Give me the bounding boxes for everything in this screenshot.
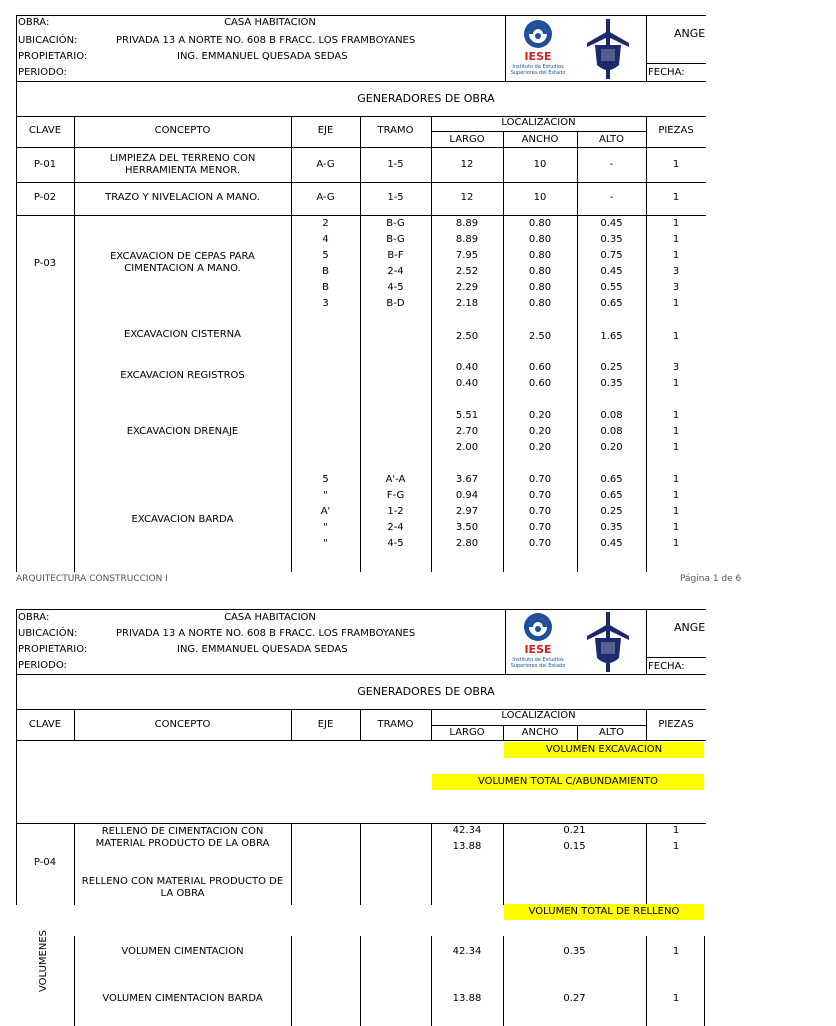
cell-eje: 5 [322, 474, 329, 485]
fecha-label: FECHA: [648, 661, 685, 672]
cell-alto: 0.35 [600, 234, 623, 245]
propietario-label: PROPIETARIO: [18, 51, 88, 62]
cell-largo: 5.51 [455, 410, 479, 421]
propietario-label: PROPIETARIO: [18, 644, 88, 655]
p02-alto: - [609, 192, 614, 203]
rule [291, 823, 292, 905]
rule [16, 740, 706, 741]
cell-ancho: 0.20 [528, 442, 552, 453]
cell-piezas: 3 [672, 266, 680, 277]
p02-clave: P-02 [33, 192, 57, 203]
rule [646, 15, 647, 81]
p04-concepto-a2: MATERIAL PRODUCTO DE LA OBRA [95, 838, 270, 849]
cell-alto: 0.65 [600, 298, 623, 309]
volumenes-label: VOLUMENES [38, 929, 49, 992]
rule [16, 182, 706, 183]
col-localizacion: LOCALIZACION [501, 710, 576, 721]
cell-largo: 8.89 [455, 234, 479, 245]
p04-clave: P-04 [33, 857, 57, 868]
volumen-total-abundamiento-label: VOLUMEN TOTAL C/ABUNDAMIENTO [477, 776, 658, 787]
p02-concepto: TRAZO Y NIVELACION A MANO. [105, 192, 260, 203]
cell-alto: 0.20 [600, 442, 623, 453]
cell-tramo: A'-A [385, 474, 406, 485]
cell-piezas: 1 [672, 218, 680, 229]
cell-tramo: B-D [386, 298, 405, 309]
iese-logo-subtitle-1: Instituto de Estudios [512, 64, 564, 70]
cisterna-ancho: 2.50 [528, 331, 552, 342]
col-tramo: TRAMO [377, 125, 414, 136]
iese-logo-subtitle-2: Superiores del Estado [510, 70, 566, 76]
obra-label: OBRA: [18, 17, 50, 28]
cell-largo: 3.67 [455, 474, 479, 485]
iese-logo-text: IESE [524, 50, 552, 63]
col-tramo: TRAMO [377, 719, 414, 730]
p01-piezas: 1 [672, 159, 680, 170]
col-alto: ALTO [598, 134, 624, 145]
col-eje: EJE [317, 125, 334, 136]
crest-icon [583, 17, 633, 81]
cell-largo: 0.40 [455, 362, 479, 373]
cell-ancho: 0.80 [528, 298, 552, 309]
volumen-excavacion-label: VOLUMEN EXCAVACION [545, 744, 663, 755]
cell-piezas: 1 [672, 841, 680, 852]
cell-alto: 0.75 [600, 250, 623, 261]
cisterna-largo: 2.50 [455, 331, 479, 342]
cell-eje: 5 [322, 250, 329, 261]
vol-cimentacion-piezas: 1 [672, 946, 680, 957]
obra-label: OBRA: [18, 612, 50, 623]
cell-largo: 42.34 [452, 825, 482, 836]
obra-value: CASA HABITACION [224, 612, 316, 623]
volumen-excavacion-highlight [504, 742, 704, 758]
header-right-text: ANGE [674, 27, 706, 40]
cell-eje: 2 [322, 218, 329, 229]
cell-tramo: 1-2 [387, 506, 404, 517]
cell-ancho: 0.70 [528, 474, 552, 485]
cell-tramo: 2-4 [387, 266, 404, 277]
p03-clave: P-03 [33, 258, 57, 269]
ubicacion-value: PRIVADA 13 A NORTE NO. 608 B FRACC. LOS FRAMBOYANES [116, 628, 416, 639]
cell-alto: 0.65 [600, 474, 623, 485]
vol-barda-concepto: VOLUMEN CIMENTACION BARDA [102, 993, 263, 1004]
cell-piezas: 1 [672, 298, 680, 309]
col-ancho: ANCHO [521, 134, 559, 145]
cell-eje: B [322, 266, 329, 277]
p01-concepto-2: HERRAMIENTA MENOR. [125, 165, 240, 176]
cisterna-concepto: EXCAVACION CISTERNA [124, 329, 241, 340]
p04-concepto-b2: LA OBRA [160, 888, 205, 899]
iese-emblem-icon [511, 18, 565, 52]
rule [16, 147, 706, 148]
cell-eje: " [323, 490, 328, 501]
cell-alto: 0.08 [600, 410, 623, 421]
cell-tramo: 2-4 [387, 522, 404, 533]
iese-logo [511, 611, 565, 671]
cell-ancho: 0.80 [528, 234, 552, 245]
cell-piezas: 1 [672, 825, 680, 836]
p03-concepto-1: EXCAVACION DE CEPAS PARA [110, 251, 255, 262]
cell-piezas: 1 [672, 538, 680, 549]
cell-largo: 3.50 [455, 522, 479, 533]
periodo-label: PERIODO: [18, 660, 67, 671]
cell-piezas: 3 [672, 362, 680, 373]
obra-value: CASA HABITACION [224, 17, 316, 28]
cell-piezas: 1 [672, 442, 680, 453]
cell-piezas: 1 [672, 522, 680, 533]
cell-alto: 0.35 [600, 522, 623, 533]
rule [505, 15, 506, 81]
col-ancho: ANCHO [521, 727, 559, 738]
cell-largo: 2.29 [455, 282, 479, 293]
vol-barda-largo: 13.88 [452, 993, 482, 1004]
cell-largo: 2.52 [455, 266, 479, 277]
cell-ancho: 0.80 [528, 218, 552, 229]
cell-tramo: F-G [386, 490, 405, 501]
rule [505, 609, 506, 674]
p04-concepto-a1: RELLENO DE CIMENTACION CON [101, 826, 264, 837]
header-right-text: ANGE [674, 621, 706, 634]
cell-largo: 2.00 [455, 442, 479, 453]
p01-clave: P-01 [33, 159, 57, 170]
rule [431, 131, 646, 132]
cell-alto: 0.35 [600, 378, 623, 389]
cell-ancho: 0.70 [528, 490, 552, 501]
cell-largo: 0.94 [455, 490, 479, 501]
ubicacion-label: UBICACIÓN: [18, 628, 78, 639]
fecha-label: FECHA: [648, 67, 685, 78]
rule [360, 936, 361, 1026]
cell-eje: 3 [322, 298, 329, 309]
cell-alto: 0.08 [600, 426, 623, 437]
cell-eje: B [322, 282, 329, 293]
col-alto: ALTO [598, 727, 624, 738]
rule [431, 116, 432, 572]
rule [431, 725, 646, 726]
volumen-total-relleno-highlight [504, 904, 704, 920]
registros-concepto: EXCAVACION REGISTROS [120, 370, 245, 381]
col-piezas: PIEZAS [658, 125, 694, 136]
cell-alto: 0.25 [600, 506, 623, 517]
cell-piezas: 1 [672, 250, 680, 261]
page-footer-left: ARQUITECTURA CONSTRUCCION I [16, 574, 168, 584]
rule [360, 116, 361, 572]
crest-icon [583, 610, 633, 674]
rule [646, 609, 647, 674]
col-clave: CLAVE [28, 719, 62, 730]
cell-largo: 2.80 [455, 538, 479, 549]
p02-ancho: 10 [533, 192, 547, 203]
p04-concepto-b1: RELLENO CON MATERIAL PRODUCTO DE [81, 876, 284, 887]
rule [291, 936, 292, 1026]
propietario-value: ING. EMMANUEL QUESADA SEDAS [177, 51, 348, 62]
cell-largo: 0.40 [455, 378, 479, 389]
cell-ancho: 0.80 [528, 266, 552, 277]
rule [74, 116, 75, 572]
p02-largo: 12 [460, 192, 474, 203]
periodo-label: PERIODO: [18, 67, 67, 78]
col-clave: CLAVE [28, 125, 62, 136]
rule [646, 657, 706, 658]
cell-piezas: 1 [672, 426, 680, 437]
cell-eje: " [323, 522, 328, 533]
p01-tramo: 1-5 [387, 159, 404, 170]
cell-eje: 4 [322, 234, 329, 245]
cell-ancho: 0.15 [563, 841, 586, 852]
rule [360, 823, 361, 905]
cell-largo: 13.88 [452, 841, 482, 852]
vol-cimentacion-concepto: VOLUMEN CIMENTACION [121, 946, 244, 957]
cell-ancho: 0.20 [528, 426, 552, 437]
rule [16, 823, 706, 824]
cell-largo: 2.70 [455, 426, 479, 437]
cell-ancho: 0.70 [528, 506, 552, 517]
col-piezas: PIEZAS [658, 719, 694, 730]
iese-logo-subtitle-2: Superiores del Estado [510, 663, 566, 669]
cell-piezas: 1 [672, 378, 680, 389]
cell-largo: 2.97 [455, 506, 479, 517]
cell-tramo: B-G [386, 218, 405, 229]
vol-cimentacion-ancho: 0.35 [563, 946, 586, 957]
p02-eje: A-G [316, 192, 335, 203]
barda-concepto: EXCAVACION BARDA [131, 514, 234, 525]
cell-ancho: 0.80 [528, 250, 552, 261]
rule [16, 215, 706, 216]
cisterna-piezas: 1 [672, 331, 680, 342]
cell-tramo: B-G [386, 234, 405, 245]
cell-piezas: 1 [672, 490, 680, 501]
cell-ancho: 0.20 [528, 410, 552, 421]
cell-piezas: 3 [672, 282, 680, 293]
cell-tramo: B-F [387, 250, 404, 261]
iese-emblem-icon [511, 611, 565, 645]
cell-alto: 0.25 [600, 362, 623, 373]
vol-cimentacion-largo: 42.34 [452, 946, 482, 957]
cell-largo: 7.95 [455, 250, 479, 261]
cell-alto: 0.45 [600, 538, 623, 549]
col-concepto: CONCEPTO [154, 719, 211, 730]
p01-eje: A-G [316, 159, 335, 170]
cell-alto: 0.45 [600, 266, 623, 277]
p03-concepto-2: CIMENTACION A MANO. [124, 263, 241, 274]
cell-alto: 0.45 [600, 218, 623, 229]
cell-alto: 0.65 [600, 490, 623, 501]
p01-alto: - [609, 159, 614, 170]
rule [16, 674, 706, 675]
sheet-title: GENERADORES DE OBRA [357, 92, 495, 105]
cell-ancho: 0.70 [528, 522, 552, 533]
page-2 [0, 594, 768, 1024]
rule [646, 116, 647, 572]
volumen-total-abundamiento-highlight [432, 774, 704, 790]
cell-piezas: 1 [672, 506, 680, 517]
sheet-title: GENERADORES DE OBRA [357, 685, 495, 698]
cell-piezas: 1 [672, 234, 680, 245]
cell-eje: A' [320, 506, 331, 517]
cell-largo: 8.89 [455, 218, 479, 229]
col-largo: LARGO [449, 134, 485, 145]
vol-barda-piezas: 1 [672, 993, 680, 1004]
vol-barda-ancho: 0.27 [563, 993, 586, 1004]
cell-piezas: 1 [672, 410, 680, 421]
cell-ancho: 0.21 [563, 825, 586, 836]
cell-ancho: 0.60 [528, 362, 552, 373]
drenaje-concepto: EXCAVACION DRENAJE [126, 426, 239, 437]
ubicacion-label: UBICACIÓN: [18, 35, 78, 46]
iese-logo [511, 18, 565, 78]
ubicacion-value: PRIVADA 13 A NORTE NO. 608 B FRACC. LOS FRAMBOYANES [116, 35, 416, 46]
p01-concepto-1: LIMPIEZA DEL TERRENO CON [109, 153, 256, 164]
p01-ancho: 10 [533, 159, 547, 170]
col-localizacion: LOCALIZACION [501, 117, 576, 128]
cell-ancho: 0.60 [528, 378, 552, 389]
col-largo: LARGO [449, 727, 485, 738]
cell-tramo: 4-5 [387, 282, 404, 293]
cell-piezas: 1 [672, 474, 680, 485]
rule [291, 116, 292, 572]
iese-logo-text: IESE [524, 643, 552, 656]
p01-largo: 12 [460, 159, 474, 170]
cell-ancho: 0.80 [528, 282, 552, 293]
col-concepto: CONCEPTO [154, 125, 211, 136]
volumen-total-relleno-label: VOLUMEN TOTAL DE RELLENO [528, 906, 680, 917]
rule [646, 63, 706, 64]
cell-largo: 2.18 [455, 298, 479, 309]
rule [16, 81, 706, 82]
cell-ancho: 0.70 [528, 538, 552, 549]
cisterna-alto: 1.65 [600, 331, 623, 342]
cell-alto: 0.55 [600, 282, 623, 293]
cell-tramo: 4-5 [387, 538, 404, 549]
cell-eje: " [323, 538, 328, 549]
iese-logo-subtitle-1: Instituto de Estudios [512, 657, 564, 663]
col-eje: EJE [317, 719, 334, 730]
p02-tramo: 1-5 [387, 192, 404, 203]
p02-piezas: 1 [672, 192, 680, 203]
propietario-value: ING. EMMANUEL QUESADA SEDAS [177, 644, 348, 655]
page-footer-right: Página 1 de 6 [680, 574, 742, 584]
rule [16, 15, 706, 16]
